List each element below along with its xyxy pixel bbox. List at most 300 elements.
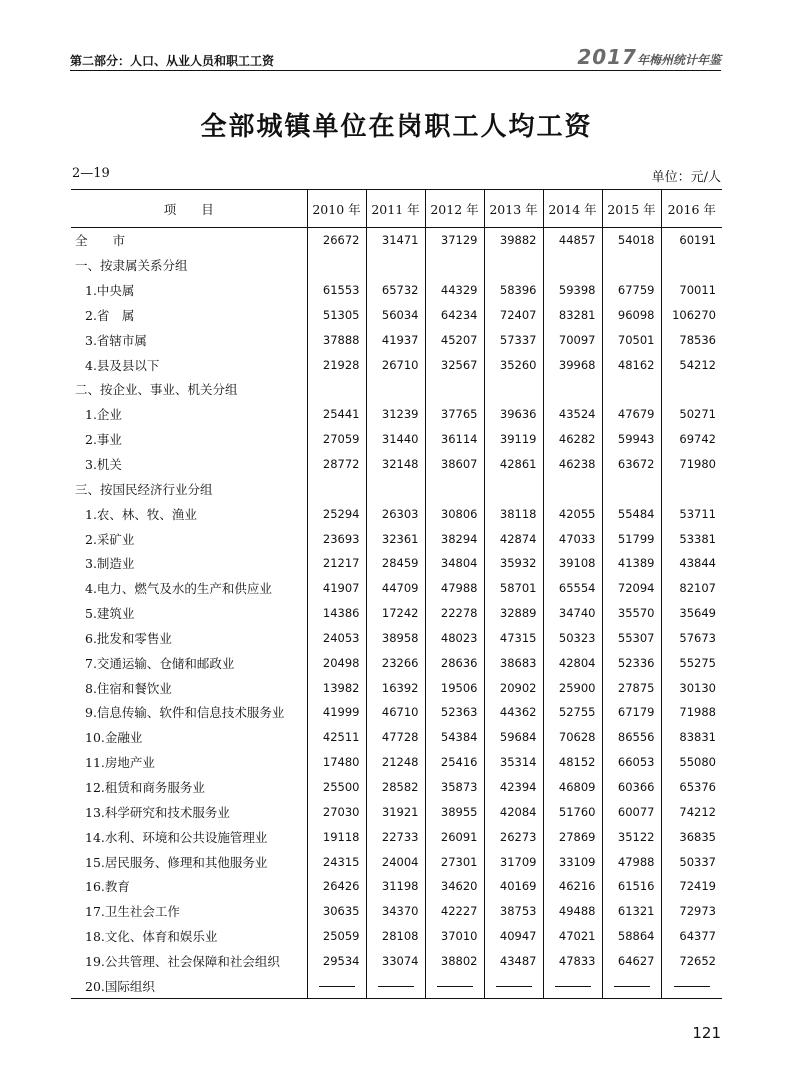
table-cell: 16392 bbox=[366, 675, 425, 700]
table-row bbox=[71, 675, 722, 700]
table-cell: 72652 bbox=[661, 948, 722, 973]
table-row bbox=[71, 700, 722, 725]
table-cell: 48152 bbox=[543, 750, 602, 775]
table-cell: 66053 bbox=[602, 750, 661, 775]
table-cell bbox=[425, 253, 484, 278]
table-row bbox=[71, 452, 722, 477]
row-label: 14.水利、环境和公共设施管理业 bbox=[85, 829, 268, 845]
row-label: 6.批发和零售业 bbox=[85, 630, 172, 646]
table-cell: 35314 bbox=[484, 750, 543, 775]
table-cell: 47679 bbox=[602, 402, 661, 427]
table-cell: 57673 bbox=[661, 626, 722, 651]
table-cell: 32148 bbox=[366, 452, 425, 477]
table-cell: 54212 bbox=[661, 352, 722, 377]
table-row bbox=[71, 973, 722, 998]
table-cell: 32361 bbox=[366, 526, 425, 551]
row-label: 2.事业 bbox=[85, 432, 122, 448]
table-cell: 42511 bbox=[307, 725, 366, 750]
table-cell: 42227 bbox=[425, 899, 484, 924]
row-label: 9.信息传输、软件和信息技术服务业 bbox=[85, 705, 285, 721]
table-cell: 23693 bbox=[307, 526, 366, 551]
table-cell: 42394 bbox=[484, 775, 543, 800]
table-cell: 42861 bbox=[484, 452, 543, 477]
table-row bbox=[71, 427, 722, 452]
table-cell: 25500 bbox=[307, 775, 366, 800]
table-row bbox=[71, 750, 722, 775]
table-code: 2—19 bbox=[72, 166, 110, 181]
table-cell: 51799 bbox=[602, 526, 661, 551]
table-cell: 52363 bbox=[425, 700, 484, 725]
table-cell: 96098 bbox=[602, 303, 661, 328]
table-cell: 25441 bbox=[307, 402, 366, 427]
table-row bbox=[71, 924, 722, 949]
table-cell: 50323 bbox=[543, 626, 602, 651]
table-cell: 38955 bbox=[425, 799, 484, 824]
table-cell: 25294 bbox=[307, 501, 366, 526]
table-cell: 47988 bbox=[425, 576, 484, 601]
table-cell: 26091 bbox=[425, 824, 484, 849]
table-cell bbox=[366, 253, 425, 278]
column-header-item: 项 目 bbox=[71, 190, 307, 228]
table-cell: 20902 bbox=[484, 675, 543, 700]
table-cell: 64234 bbox=[425, 303, 484, 328]
table-cell: 25900 bbox=[543, 675, 602, 700]
table-row bbox=[71, 278, 722, 303]
table-cell: 34740 bbox=[543, 601, 602, 626]
table-cell bbox=[543, 973, 602, 998]
table-cell bbox=[602, 377, 661, 402]
table-cell: 47315 bbox=[484, 626, 543, 651]
table-cell: 49488 bbox=[543, 899, 602, 924]
table-cell: 26303 bbox=[366, 501, 425, 526]
table-row bbox=[71, 476, 722, 501]
row-label: 二、按企业、事业、机关分组 bbox=[75, 382, 238, 398]
table-cell: 17242 bbox=[366, 601, 425, 626]
table-cell: 65376 bbox=[661, 775, 722, 800]
row-label: 7.交通运输、仓储和邮政业 bbox=[85, 655, 235, 671]
row-label: 1.农、林、牧、渔业 bbox=[85, 506, 197, 522]
table-cell bbox=[366, 377, 425, 402]
table-cell: 52336 bbox=[602, 650, 661, 675]
table-cell: 43524 bbox=[543, 402, 602, 427]
table-cell: 61321 bbox=[602, 899, 661, 924]
table-cell: 40947 bbox=[484, 924, 543, 949]
table-cell: 37765 bbox=[425, 402, 484, 427]
page-number: 121 bbox=[692, 1024, 721, 1042]
row-label: 10.金融业 bbox=[85, 730, 143, 746]
table-cell: 42874 bbox=[484, 526, 543, 551]
table-cell: 28108 bbox=[366, 924, 425, 949]
table-cell: 35649 bbox=[661, 601, 722, 626]
table-cell: 52755 bbox=[543, 700, 602, 725]
table-cell: 44857 bbox=[543, 228, 602, 253]
table-cell: 21248 bbox=[366, 750, 425, 775]
table-cell: 48162 bbox=[602, 352, 661, 377]
table-cell: 34620 bbox=[425, 874, 484, 899]
table-cell: 35122 bbox=[602, 824, 661, 849]
table-cell: 54018 bbox=[602, 228, 661, 253]
table-row bbox=[71, 874, 722, 899]
not-applicable-dash bbox=[319, 986, 355, 987]
table-row bbox=[71, 725, 722, 750]
table-row bbox=[71, 377, 722, 402]
table-cell: 55484 bbox=[602, 501, 661, 526]
table-cell bbox=[307, 253, 366, 278]
table-cell: 55275 bbox=[661, 650, 722, 675]
wage-table bbox=[71, 189, 722, 999]
table-cell: 31921 bbox=[366, 799, 425, 824]
table-cell bbox=[484, 253, 543, 278]
row-label: 一、按隶属关系分组 bbox=[75, 258, 188, 274]
table-cell bbox=[543, 377, 602, 402]
row-label: 18.文化、体育和娱乐业 bbox=[85, 929, 218, 945]
table-cell: 42084 bbox=[484, 799, 543, 824]
table-cell: 14386 bbox=[307, 601, 366, 626]
table-cell bbox=[602, 476, 661, 501]
table-cell: 31709 bbox=[484, 849, 543, 874]
table-cell: 48023 bbox=[425, 626, 484, 651]
table-cell: 38802 bbox=[425, 948, 484, 973]
table-cell: 38958 bbox=[366, 626, 425, 651]
table-cell: 78536 bbox=[661, 327, 722, 352]
table-row bbox=[71, 601, 722, 626]
table-cell bbox=[484, 476, 543, 501]
table-cell: 59684 bbox=[484, 725, 543, 750]
table-cell: 53711 bbox=[661, 501, 722, 526]
table-cell: 31471 bbox=[366, 228, 425, 253]
column-header-year: 2012 年 bbox=[425, 190, 484, 228]
table-cell: 39968 bbox=[543, 352, 602, 377]
table-cell: 33074 bbox=[366, 948, 425, 973]
table-cell: 58701 bbox=[484, 576, 543, 601]
table-cell: 51305 bbox=[307, 303, 366, 328]
table-cell: 67759 bbox=[602, 278, 661, 303]
table-cell: 106270 bbox=[661, 303, 722, 328]
table-row bbox=[71, 799, 722, 824]
table-cell: 43844 bbox=[661, 551, 722, 576]
table-cell: 38294 bbox=[425, 526, 484, 551]
row-label: 2.省 属 bbox=[85, 307, 135, 323]
table-cell: 23266 bbox=[366, 650, 425, 675]
row-label: 12.租赁和商务服务业 bbox=[85, 779, 205, 795]
table-row bbox=[71, 402, 722, 427]
table-cell: 70501 bbox=[602, 327, 661, 352]
table-cell: 27059 bbox=[307, 427, 366, 452]
table-cell: 58396 bbox=[484, 278, 543, 303]
table-cell: 40169 bbox=[484, 874, 543, 899]
row-label: 15.居民服务、修理和其他服务业 bbox=[85, 854, 268, 870]
table-row bbox=[71, 775, 722, 800]
column-header-year: 2010 年 bbox=[307, 190, 366, 228]
table-cell: 82107 bbox=[661, 576, 722, 601]
table-cell: 22278 bbox=[425, 601, 484, 626]
table-row bbox=[71, 303, 722, 328]
table-cell bbox=[425, 476, 484, 501]
row-label: 3.机关 bbox=[85, 457, 122, 473]
table-cell: 30130 bbox=[661, 675, 722, 700]
table-cell: 19118 bbox=[307, 824, 366, 849]
table-cell: 26672 bbox=[307, 228, 366, 253]
not-applicable-dash bbox=[437, 986, 473, 987]
table-cell: 47728 bbox=[366, 725, 425, 750]
table-row bbox=[71, 650, 722, 675]
row-label: 4.县及县以下 bbox=[85, 357, 160, 373]
table-cell: 59943 bbox=[602, 427, 661, 452]
row-label: 3.省辖市属 bbox=[85, 332, 147, 348]
row-label: 1.中央属 bbox=[85, 283, 135, 299]
table-cell bbox=[425, 973, 484, 998]
table-cell: 35570 bbox=[602, 601, 661, 626]
table-row bbox=[71, 352, 722, 377]
table-cell: 44709 bbox=[366, 576, 425, 601]
table-cell: 26426 bbox=[307, 874, 366, 899]
table-row bbox=[71, 849, 722, 874]
table-cell bbox=[661, 476, 722, 501]
table-cell: 28636 bbox=[425, 650, 484, 675]
table-row bbox=[71, 899, 722, 924]
table-cell: 36835 bbox=[661, 824, 722, 849]
table-cell: 53381 bbox=[661, 526, 722, 551]
table-cell: 39636 bbox=[484, 402, 543, 427]
table-cell: 35932 bbox=[484, 551, 543, 576]
row-label: 16.教育 bbox=[85, 879, 130, 895]
table-cell: 60191 bbox=[661, 228, 722, 253]
table-cell: 35260 bbox=[484, 352, 543, 377]
table-cell bbox=[484, 377, 543, 402]
table-cell: 42804 bbox=[543, 650, 602, 675]
table-cell: 38753 bbox=[484, 899, 543, 924]
table-cell: 64627 bbox=[602, 948, 661, 973]
table-cell: 55307 bbox=[602, 626, 661, 651]
table-cell: 24004 bbox=[366, 849, 425, 874]
table-cell: 65554 bbox=[543, 576, 602, 601]
table-cell: 83281 bbox=[543, 303, 602, 328]
table-row bbox=[71, 824, 722, 849]
row-label: 4.电力、燃气及水的生产和供应业 bbox=[85, 581, 272, 597]
table-cell: 72419 bbox=[661, 874, 722, 899]
table-cell: 41389 bbox=[602, 551, 661, 576]
table-row bbox=[71, 327, 722, 352]
table-cell: 28582 bbox=[366, 775, 425, 800]
table-row bbox=[71, 948, 722, 973]
table-cell: 17480 bbox=[307, 750, 366, 775]
table-cell: 34804 bbox=[425, 551, 484, 576]
table-cell: 55080 bbox=[661, 750, 722, 775]
table-unit: 单位：元/人 bbox=[651, 170, 721, 185]
table-cell: 60366 bbox=[602, 775, 661, 800]
table-cell: 31239 bbox=[366, 402, 425, 427]
table-cell: 72094 bbox=[602, 576, 661, 601]
table-cell: 32567 bbox=[425, 352, 484, 377]
table-cell: 50271 bbox=[661, 402, 722, 427]
table-cell: 38118 bbox=[484, 501, 543, 526]
table-cell: 20498 bbox=[307, 650, 366, 675]
table-cell: 24315 bbox=[307, 849, 366, 874]
table-cell bbox=[661, 973, 722, 998]
table-cell: 58864 bbox=[602, 924, 661, 949]
row-label: 17.卫生社会工作 bbox=[85, 904, 180, 920]
table-cell: 46809 bbox=[543, 775, 602, 800]
row-label: 13.科学研究和技术服务业 bbox=[85, 804, 230, 820]
table-cell: 56034 bbox=[366, 303, 425, 328]
table-cell: 46282 bbox=[543, 427, 602, 452]
table-cell: 28772 bbox=[307, 452, 366, 477]
table-cell: 61553 bbox=[307, 278, 366, 303]
table-row bbox=[71, 228, 722, 253]
table-cell: 13982 bbox=[307, 675, 366, 700]
table-cell bbox=[307, 377, 366, 402]
row-label: 8.住宿和餐饮业 bbox=[85, 680, 172, 696]
not-applicable-dash bbox=[496, 986, 532, 987]
table-cell: 37888 bbox=[307, 327, 366, 352]
table-cell: 38607 bbox=[425, 452, 484, 477]
table-cell: 86556 bbox=[602, 725, 661, 750]
table-cell bbox=[307, 973, 366, 998]
table-cell: 72973 bbox=[661, 899, 722, 924]
table-cell: 28459 bbox=[366, 551, 425, 576]
table-cell bbox=[661, 377, 722, 402]
table-cell: 70628 bbox=[543, 725, 602, 750]
row-label: 2.采矿业 bbox=[85, 531, 135, 547]
table-cell: 33109 bbox=[543, 849, 602, 874]
table-cell: 71980 bbox=[661, 452, 722, 477]
column-header-year: 2015 年 bbox=[602, 190, 661, 228]
table-cell bbox=[425, 377, 484, 402]
table-cell: 51760 bbox=[543, 799, 602, 824]
table-cell: 39119 bbox=[484, 427, 543, 452]
table-cell: 47988 bbox=[602, 849, 661, 874]
table-cell: 63672 bbox=[602, 452, 661, 477]
table-cell: 71988 bbox=[661, 700, 722, 725]
table-cell: 41907 bbox=[307, 576, 366, 601]
table-cell: 46238 bbox=[543, 452, 602, 477]
table-cell: 27301 bbox=[425, 849, 484, 874]
table-cell: 46216 bbox=[543, 874, 602, 899]
table-header-row bbox=[71, 190, 722, 228]
yearbook-year: 2017 bbox=[577, 45, 637, 69]
table-cell: 43487 bbox=[484, 948, 543, 973]
row-label: 20.国际组织 bbox=[71, 973, 307, 998]
page-title: 全部城镇单位在岗职工人均工资 bbox=[200, 112, 593, 142]
table-cell: 34370 bbox=[366, 899, 425, 924]
table-cell: 83831 bbox=[661, 725, 722, 750]
table-row bbox=[71, 576, 722, 601]
wage-table-container bbox=[71, 189, 722, 999]
table-cell: 31440 bbox=[366, 427, 425, 452]
not-applicable-dash bbox=[614, 986, 650, 987]
yearbook-title bbox=[577, 45, 721, 69]
table-cell bbox=[366, 973, 425, 998]
table-cell: 21217 bbox=[307, 551, 366, 576]
row-label: 1.企业 bbox=[85, 407, 122, 423]
table-cell: 27869 bbox=[543, 824, 602, 849]
table-cell: 42055 bbox=[543, 501, 602, 526]
table-cell: 27875 bbox=[602, 675, 661, 700]
table-row bbox=[71, 501, 722, 526]
not-applicable-dash bbox=[674, 986, 710, 987]
table-cell: 30806 bbox=[425, 501, 484, 526]
table-body bbox=[71, 228, 722, 999]
running-header bbox=[70, 40, 721, 68]
row-label: 3.制造业 bbox=[85, 556, 135, 572]
table-cell: 69742 bbox=[661, 427, 722, 452]
table-cell: 32889 bbox=[484, 601, 543, 626]
table-cell: 64377 bbox=[661, 924, 722, 949]
not-applicable-dash bbox=[555, 986, 591, 987]
table-cell: 67179 bbox=[602, 700, 661, 725]
table-row bbox=[71, 551, 722, 576]
table-cell: 57337 bbox=[484, 327, 543, 352]
yearbook-name: 年梅州统计年鉴 bbox=[636, 53, 721, 67]
table-cell: 29534 bbox=[307, 948, 366, 973]
table-cell: 45207 bbox=[425, 327, 484, 352]
table-cell bbox=[484, 973, 543, 998]
table-cell: 72407 bbox=[484, 303, 543, 328]
table-cell: 47033 bbox=[543, 526, 602, 551]
table-cell: 74212 bbox=[661, 799, 722, 824]
table-cell bbox=[307, 476, 366, 501]
table-cell: 21928 bbox=[307, 352, 366, 377]
row-label: 三、按国民经济行业分组 bbox=[75, 481, 213, 497]
row-label: 11.房地产业 bbox=[85, 755, 155, 771]
table-cell: 26273 bbox=[484, 824, 543, 849]
table-cell: 44362 bbox=[484, 700, 543, 725]
row-label: 19.公共管理、社会保障和社会组织 bbox=[85, 953, 280, 969]
table-cell bbox=[661, 253, 722, 278]
table-cell bbox=[543, 253, 602, 278]
table-cell: 60077 bbox=[602, 799, 661, 824]
table-cell: 31198 bbox=[366, 874, 425, 899]
table-cell: 46710 bbox=[366, 700, 425, 725]
table-cell: 22733 bbox=[366, 824, 425, 849]
row-label: 全 市 bbox=[75, 233, 126, 249]
table-cell: 61516 bbox=[602, 874, 661, 899]
table-cell: 26710 bbox=[366, 352, 425, 377]
table-cell: 30635 bbox=[307, 899, 366, 924]
table-cell: 19506 bbox=[425, 675, 484, 700]
table-cell: 41999 bbox=[307, 700, 366, 725]
table-row bbox=[71, 253, 722, 278]
table-cell: 27030 bbox=[307, 799, 366, 824]
table-cell bbox=[366, 476, 425, 501]
table-cell: 47021 bbox=[543, 924, 602, 949]
table-row bbox=[71, 526, 722, 551]
row-label: 5.建筑业 bbox=[85, 606, 135, 622]
table-cell: 37129 bbox=[425, 228, 484, 253]
table-cell: 44329 bbox=[425, 278, 484, 303]
table-cell: 37010 bbox=[425, 924, 484, 949]
table-cell: 70011 bbox=[661, 278, 722, 303]
column-header-year: 2011 年 bbox=[366, 190, 425, 228]
header-rule bbox=[70, 70, 721, 71]
table-cell bbox=[602, 253, 661, 278]
table-cell: 59398 bbox=[543, 278, 602, 303]
table-cell: 54384 bbox=[425, 725, 484, 750]
table-cell: 70097 bbox=[543, 327, 602, 352]
table-cell: 35873 bbox=[425, 775, 484, 800]
table-cell: 50337 bbox=[661, 849, 722, 874]
table-cell: 39108 bbox=[543, 551, 602, 576]
table-row bbox=[71, 626, 722, 651]
table-cell: 47833 bbox=[543, 948, 602, 973]
table-cell: 25059 bbox=[307, 924, 366, 949]
table-cell bbox=[543, 476, 602, 501]
section-title: 第二部分：人口、从业人员和职工工资 bbox=[70, 54, 275, 68]
table-cell: 36114 bbox=[425, 427, 484, 452]
column-header-year: 2014 年 bbox=[543, 190, 602, 228]
column-header-year: 2016 年 bbox=[661, 190, 722, 228]
table-cell bbox=[602, 973, 661, 998]
